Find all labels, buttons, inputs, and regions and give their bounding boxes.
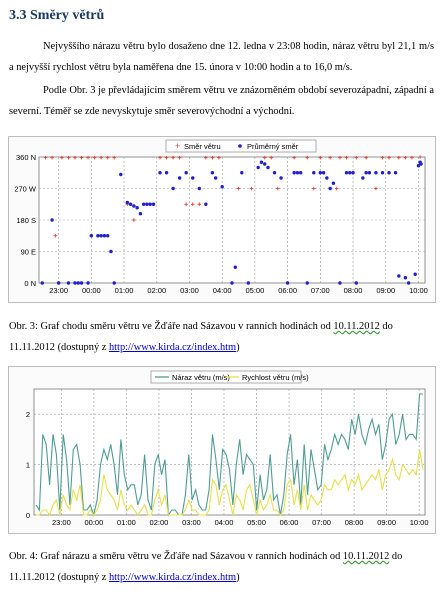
chart2-x-tick-label: 23:00	[51, 518, 71, 527]
chart1-point-average	[325, 176, 328, 179]
chart1-point-average	[322, 171, 325, 174]
chart2-x-tick-label: 09:00	[377, 518, 397, 527]
wind-gust-speed-chart-svg	[9, 367, 435, 533]
chart1-point-average	[368, 171, 371, 174]
chart1-point-average	[256, 166, 259, 169]
chart1-point-average	[132, 204, 135, 207]
chart2-x-tick-label: 03:00	[182, 518, 201, 527]
figure-3-caption	[9, 316, 434, 358]
paragraph-prevailing-direction: Podle Obr. 3 je převládajícím směrem větru ve znázorněném období severozápadní, západní a severní. Téměř se zde nevyskytuje směr severovýchodní a východní.	[9, 85, 434, 117]
chart1-y-tick-label: 270 W	[14, 184, 36, 194]
section-heading: 3.3 Směry větrů	[9, 8, 105, 23]
chart1-point-average	[142, 203, 145, 206]
chart1-point-average	[240, 171, 243, 174]
chart1-point-average	[109, 250, 112, 253]
chart1-point-average	[214, 176, 217, 179]
chart1-x-tick-label: 06:00	[278, 286, 298, 295]
chart1-point-average	[80, 281, 83, 284]
chart1-x-tick-label: 08:00	[343, 286, 363, 295]
chart1-y-tick-label: 180 S	[16, 216, 36, 225]
chart1-point-average	[273, 171, 276, 174]
chart2-legend	[151, 371, 309, 383]
chart1-point-average	[113, 281, 116, 284]
chart1-point-average	[279, 176, 282, 179]
chart2-y-tick-label: 2	[25, 410, 30, 420]
chart1-point-average	[41, 281, 44, 284]
chart1-point-average	[355, 281, 358, 284]
chart1-point-average	[67, 281, 70, 284]
chart1-point-average	[86, 281, 89, 284]
chart1-point-average	[129, 203, 132, 206]
chart2-x-tick-label: 05:00	[247, 518, 266, 527]
chart2-x-tick-label: 08:00	[344, 518, 364, 527]
chart1-point-average	[185, 171, 188, 174]
chart1-y-tick-label: 360 N	[15, 153, 36, 162]
chart1-x-tick-label: 04:00	[212, 286, 232, 295]
chart1-point-average	[50, 218, 53, 221]
wind-direction-chart	[8, 136, 436, 303]
chart2-legend-label-speed: Rychlost větru (m/s)	[242, 373, 309, 382]
chart1-point-average	[149, 203, 152, 206]
chart2-plot-area	[34, 389, 425, 515]
chart1-x-tick-label: 09:00	[376, 286, 396, 295]
figure-3-caption-text: Obr. 3: Graf chodu směru větru ve Žďáře nad Sázavou v ranních hodinách od	[9, 321, 334, 332]
figure-3-caption-end: )	[236, 342, 240, 353]
chart1-legend-marker-average	[238, 144, 242, 148]
chart1-point-average	[106, 234, 109, 237]
chart1-point-average	[299, 171, 302, 174]
chart1-x-tick-label: 00:00	[81, 286, 101, 295]
figure-4-caption	[9, 546, 434, 588]
chart1-x-tick-label: 02:00	[147, 286, 167, 295]
chart1-point-average	[145, 203, 148, 206]
chart1-point-average	[204, 203, 207, 206]
chart2-legend-label-gust: Náraz větru (m/s)	[172, 373, 230, 382]
chart1-x-tick-label: 01:00	[114, 286, 134, 295]
figure-3-caption-date: 10.11.2012	[333, 321, 380, 332]
chart1-point-average	[165, 171, 168, 174]
chart1-point-average	[211, 171, 214, 174]
chart1-x-tick-label: 05:00	[245, 286, 265, 295]
figure-4-caption-text: Obr. 4: Graf nárazu a směru větru ve Žďáře nad Sázavou v ranních hodinách od	[9, 551, 343, 562]
chart1-legend-label-direction: Směr větru	[184, 142, 221, 151]
chart2-x-tick-label: 02:00	[149, 518, 169, 527]
chart1-point-average	[387, 171, 390, 174]
chart1-y-tick-label: 90 E	[20, 247, 36, 257]
chart1-y-tick-label: 0 N	[24, 279, 36, 288]
chart2-x-tick-label: 00:00	[84, 518, 104, 527]
paragraph-wind-maximum: Nejvyššího nárazu větru bylo dosaženo dne 12. ledna v 23:08 hodin, náraz větru byl 21,1 m/s a nejvyšší rychlost větru byla naměřena dne 15. února v 10:00 hodin a to 16,0 m/s.	[9, 41, 434, 73]
chart1-point-average	[306, 281, 309, 284]
figure-4-caption-date: 10.11.2012	[342, 551, 390, 562]
chart1-legend	[166, 140, 316, 152]
chart1-point-average	[348, 171, 351, 174]
chart1-x-tick-label: 03:00	[180, 286, 199, 295]
chart1-point-average	[381, 171, 384, 174]
chart1-legend-marker-direction: +	[175, 141, 181, 151]
chart1-point-average	[338, 281, 341, 284]
figure-3-caption-text-2: do 11.11.2012 (dostupný z	[9, 321, 393, 353]
chart1-point-average	[263, 162, 266, 165]
chart1-point-average	[404, 276, 407, 279]
chart1-point-average	[319, 171, 322, 174]
chart1-x-tick-label: 10:00	[409, 286, 428, 295]
chart1-point-average	[296, 171, 299, 174]
chart1-point-average	[198, 187, 201, 190]
chart1-point-average	[374, 171, 377, 174]
chart1-point-average	[332, 182, 335, 185]
chart1-point-average	[139, 212, 142, 215]
figure-4-caption-end: )	[236, 572, 240, 583]
chart1-point-average	[328, 187, 331, 190]
chart1-point-average	[135, 206, 138, 209]
chart1-point-average	[266, 166, 269, 169]
chart1-point-average	[191, 176, 194, 179]
chart1-point-average	[364, 171, 367, 174]
chart1-point-average	[361, 176, 364, 179]
chart1-point-average	[345, 171, 348, 174]
chart1-point-average	[90, 234, 93, 237]
chart1-point-average	[286, 281, 289, 284]
chart1-point-average	[407, 281, 410, 284]
chart1-point-average	[171, 187, 174, 190]
chart1-point-average	[419, 162, 422, 165]
chart1-point-average	[220, 185, 223, 188]
chart2-y-tick-label: 1	[25, 460, 30, 470]
chart2-x-tick-label: 06:00	[279, 518, 299, 527]
figure-4-caption-text-2: do 11.11.2012 (dostupný z	[9, 551, 403, 583]
chart1-point-average	[96, 234, 99, 237]
chart1-point-average	[234, 266, 237, 269]
chart2-x-tick-label: 04:00	[214, 518, 234, 527]
chart1-point-average	[351, 171, 354, 174]
chart2-y-tick-label: 0	[25, 511, 30, 520]
chart2-x-tick-label: 10:00	[409, 518, 429, 527]
chart1-x-tick-label: 23:00	[49, 286, 69, 295]
wind-gust-speed-chart	[8, 366, 436, 534]
wind-direction-chart-svg	[9, 137, 435, 302]
chart1-point-average	[178, 176, 181, 179]
chart1-point-average	[413, 273, 416, 276]
chart1-point-average	[103, 234, 106, 237]
chart2-x-tick-label: 01:00	[117, 518, 136, 527]
chart1-point-average	[57, 281, 60, 284]
chart1-point-average	[126, 201, 129, 204]
chart1-point-average	[292, 171, 295, 174]
chart1-point-average	[230, 281, 233, 284]
chart1-point-average	[77, 281, 80, 284]
figure-3-source-link[interactable]: http://www.kirda.cz/index.htm	[108, 342, 237, 353]
chart1-point-average	[99, 234, 102, 237]
chart1-point-average	[152, 203, 155, 206]
chart1-point-average	[158, 171, 161, 174]
chart2-x-tick-label: 07:00	[312, 518, 331, 527]
figure-4-source-link[interactable]: http://www.kirda.cz/index.htm	[108, 572, 237, 583]
chart1-point-average	[260, 161, 263, 164]
chart1-point-average	[394, 171, 397, 174]
chart1-point-average	[397, 274, 400, 277]
chart1-x-tick-label: 07:00	[310, 286, 330, 295]
chart1-point-average	[247, 281, 250, 284]
chart1-point-average	[312, 171, 315, 174]
chart1-point-average	[119, 173, 122, 176]
chart1-point-average	[73, 281, 76, 284]
chart1-legend-label-average: Průměrný směr	[247, 142, 299, 151]
